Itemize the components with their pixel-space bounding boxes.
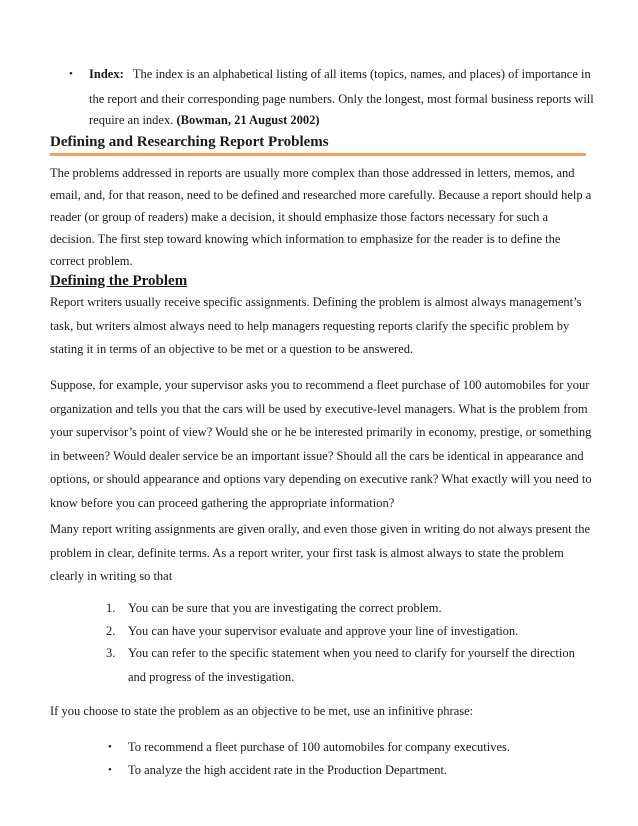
para3-line-3: your supervisor’s point of view? Would she or he be interested primarily in economy, prestige, or something: [50, 425, 592, 439]
para2-line-2: task, but writers almost always need to help managers requesting reports clarify the specific problem by: [50, 319, 570, 333]
bullet-item-1: To recommend a fleet purchase of 100 automobiles for company executives.: [128, 740, 510, 754]
para3-line-4: in between? Would dealer service be an important issue? Should all the cars be identical in appearance and: [50, 449, 584, 463]
para3-line-2: organization and tells you that the cars will be used by executive-level managers. What is the problem from: [50, 402, 588, 416]
index-item-line-2: the report and their corresponding page numbers. Only the longest, most formal business reports will: [89, 92, 594, 106]
index-item-line-1: [89, 62, 609, 87]
index-item-line-3: [89, 108, 609, 133]
bullet-marker: •: [108, 741, 112, 753]
heading-underline-rule: [50, 153, 586, 156]
list-item-2-text: You can have your supervisor evaluate and approve your line of investigation.: [128, 624, 519, 638]
para1-line-4: decision. The first step toward knowing which information to emphasize for the reader is to define the: [50, 232, 561, 246]
para4-line-3: clearly in writing so that: [50, 569, 173, 583]
bullet-item-2: To analyze the high accident rate in the Production Department.: [128, 763, 448, 777]
para3-line-6: know before you can proceed gathering the appropriate information?: [50, 496, 395, 510]
index-term: Index:: [89, 67, 124, 81]
list-item-1-text: You can be sure that you are investigating the correct problem.: [128, 601, 442, 615]
subheading: Defining the Problem: [50, 273, 188, 289]
list-number: 2.: [106, 624, 116, 638]
index-citation: (Bowman, 21 August 2002): [176, 113, 320, 127]
index-text-3: require an index.: [89, 113, 177, 127]
para4-line-1: Many report writing assignments are given orally, and even those given in writing do not always present the: [50, 522, 591, 536]
bullet-marker: •: [108, 764, 112, 776]
list-item-3-text-1: You can refer to the specific statement when you need to clarify for yourself the direction: [128, 646, 575, 660]
para2-line-3: stating it in terms of an objective to be met or a question to be answered.: [50, 342, 414, 356]
list-number: 3.: [106, 646, 116, 660]
section-heading: Defining and Researching Report Problems: [50, 134, 329, 150]
para1-line-1: The problems addressed in reports are usually more complex than those addressed in letters, memos, and: [50, 166, 575, 180]
para1-line-3: reader (or group of readers) make a decision, it should emphasize those factors necessary for such a: [50, 210, 549, 224]
para2-line-1: Report writers usually receive specific assignments. Defining the problem is almost always management’s: [50, 295, 582, 309]
para5: If you choose to state the problem as an objective to be met, use an infinitive phrase:: [50, 704, 474, 718]
list-item-3-text-2: and progress of the investigation.: [128, 670, 295, 684]
para1-line-5: correct problem.: [50, 254, 133, 268]
para3-line-1: Suppose, for example, your supervisor asks you to recommend a fleet purchase of 100 automobiles for your: [50, 378, 590, 392]
para4-line-2: problem in clear, definite terms. As a report writer, your first task is almost always to state the problem: [50, 546, 564, 560]
para3-line-5: options, or should appearance and options vary depending on executive rank? What exactly will you need to: [50, 472, 592, 486]
para1-line-2: email, and, for that reason, need to be defined and researched more carefully. Because a report should help a: [50, 188, 592, 202]
bullet-marker: •: [69, 68, 73, 80]
index-text-1: The index is an alphabetical listing of all items (topics, names, and places) of importance in: [132, 67, 591, 81]
list-number: 1.: [106, 601, 116, 615]
